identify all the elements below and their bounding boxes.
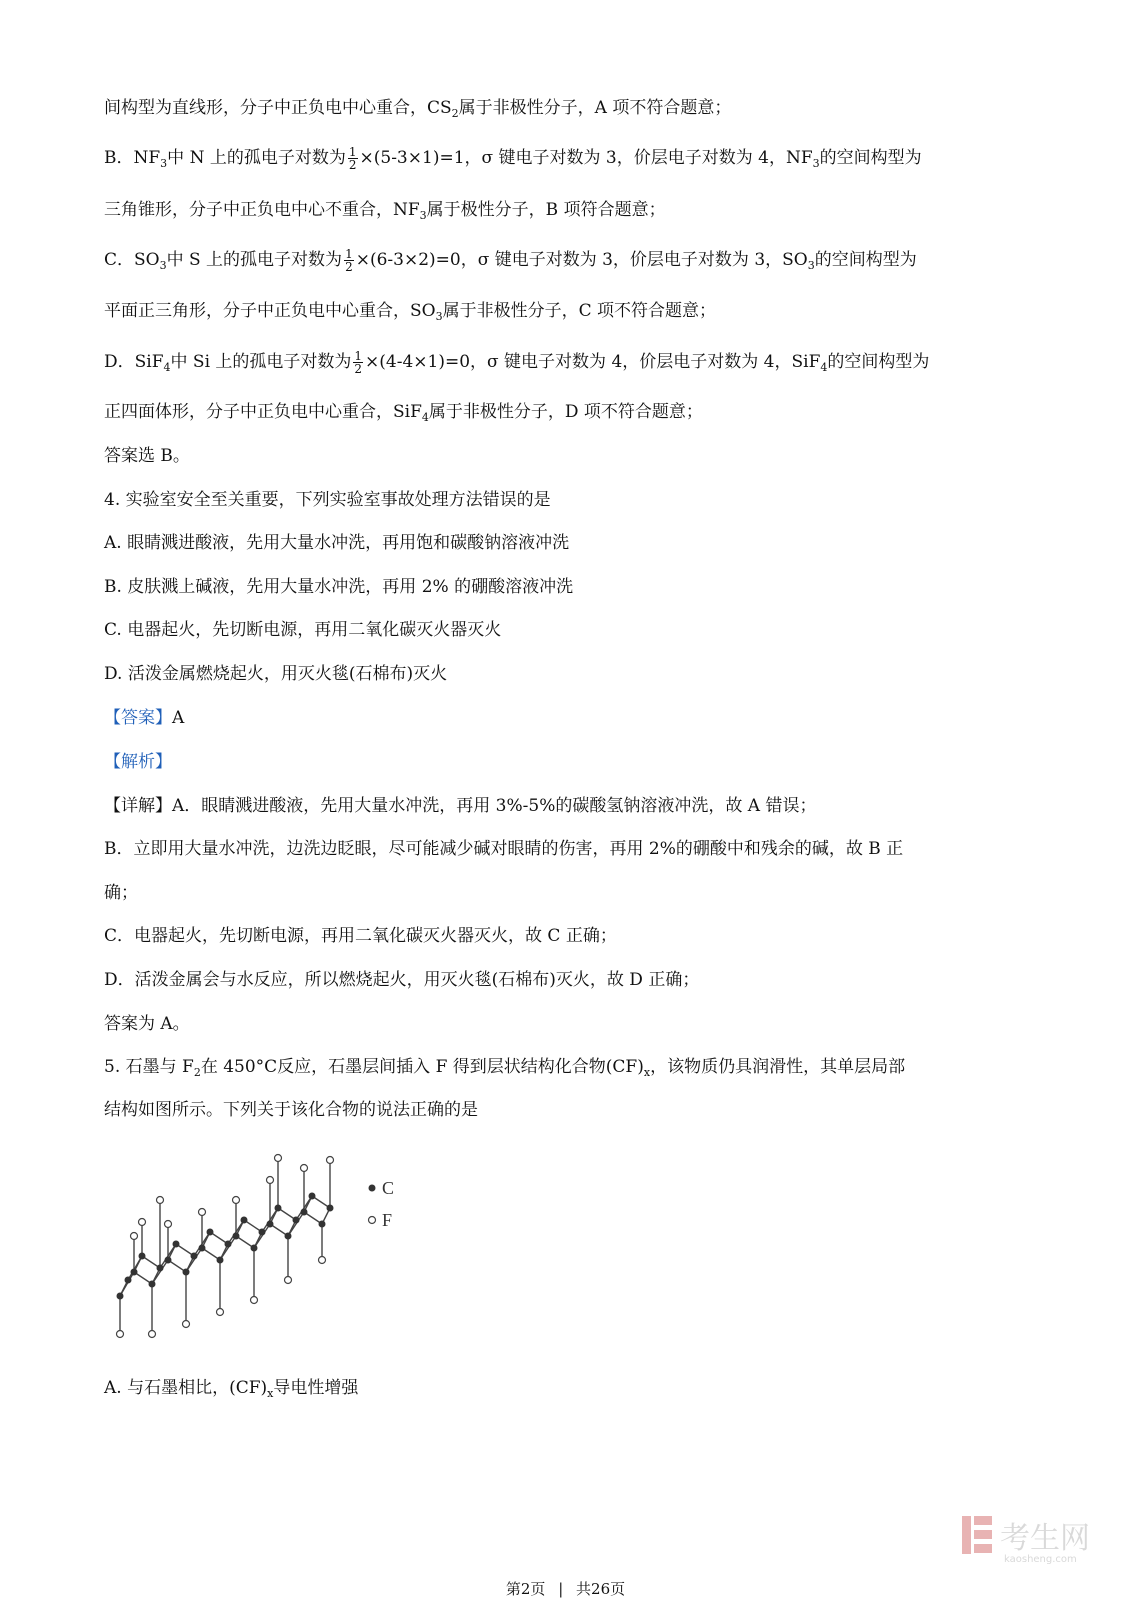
q4-option-b: B. 皮肤溅上碱液，先用大量水冲洗，再用 2% 的硼酸溶液冲洗 [104,577,574,597]
q4-detail-c: C．电器起火，先切断电源，再用二氧化碳灭火器灭火，故 C 正确； [104,926,617,946]
legend-fluorine-marker [369,1217,376,1224]
q4-detail-a: 【详解】A．眼睛溅进酸液，先用大量水冲洗，再用 3%-5%的碳酸氢钠溶液冲洗，故 A 错误； [104,796,817,816]
q3-option-d: D．SiF$_4$中 Si 上的孤电子对数为 $\frac{1}{2}$ ×(4-4×1)=0，σ 键电子对数为 4，价层电子对数为 4，SiF$_4$的空间构型为 [104,349,930,376]
fraction: $\frac{1}{2}$ [345,247,353,274]
watermark-url: kaosheng.com [1004,1554,1077,1565]
q5-stem-line2: 结构如图所示。下列关于该化合物的说法正确的是 [104,1100,478,1120]
q3-option-d-line2: 正四面体形，分子中正负电中心重合，SiF$_4$属于非极性分子，D 项不符合题意； [104,402,703,424]
q4-option-d: D. 活泼金属燃烧起火，用灭火毯(石棉布)灭火 [104,664,448,684]
watermark-text: 考生网 [1000,1521,1090,1556]
cf-structure-diagram [104,1140,424,1360]
page-footer [0,1578,1131,1599]
q4-analysis-label: 【解析】 [104,752,172,772]
q3-option-b: B．$NF_3$中 N 上的孤电子对数为 $\frac{1}{2}$ ×(5-3×1)=1，σ 键电子对数为 3，价层电子对数为 4，$NF_3$的空间构型为 [104,145,922,172]
page-number: 第2页 [505,1580,546,1598]
q4-detail-d: D．活泼金属会与水反应，所以燃烧起火，用灭火毯(石棉布)灭火，故 D 正确； [104,970,700,990]
q4-option-c: C. 电器起火，先切断电源，再用二氧化碳灭火器灭火 [104,620,502,640]
q3-option-b-line2: 三角锥形，分子中正负电中心不重合，$NF_3$属于极性分子，B 项符合题意； [104,200,666,222]
q5-option-a: A. 与石墨相比，$(CF)_x$导电性增强 [104,1378,359,1400]
legend-carbon-label: C [382,1178,395,1198]
q4-stem: 4. 实验室安全至关重要，下列实验室事故处理方法错误的是 [104,490,551,510]
kaosheng-logo [960,1510,1110,1565]
q4-answer: 【答案】A [104,708,185,728]
q3-option-c: C．$SO_3$中 S 上的孤电子对数为 $\frac{1}{2}$ ×(6-3×2)=0，σ 键电子对数为 3，价层电子对数为 3，$SO_3$的空间构型为 [104,247,917,274]
q4-answer-final: 答案为 A。 [104,1014,190,1034]
legend-fluorine-label: F [382,1210,393,1230]
fraction: $\frac{1}{2}$ [348,145,357,172]
q4-detail-b: B．立即用大量水冲洗，边洗边眨眼，尽可能减少碱对眼睛的伤害，再用 2%的硼酸中和残余的碱，故 B 正 [104,839,904,859]
q4-option-a: A. 眼睛溅进酸液，先用大量水冲洗，再用饱和碳酸钠溶液冲洗 [104,533,570,553]
legend-carbon-marker [369,1185,376,1192]
q3-answer: 答案选 B。 [104,446,190,466]
q3-option-c-line2: 平面正三角形，分子中正负电中心重合，$SO_3$属于非极性分子，C 项不符合题意； [104,301,717,323]
fraction: $\frac{1}{2}$ [354,349,363,376]
q3-line1: 间构型为直线形，分子中正负电中心重合，$CS_2$属于非极性分子，A 项不符合题意； [104,98,732,120]
footer-separator: | [558,1580,564,1598]
page-total: 共26页 [576,1580,626,1598]
q5-stem: 5. 石墨与 $F_2$在 450°C反应，石墨层间插入 F 得到层状结构化合物$(CF)_x$，该物质仍具润滑性，其单层局部 [104,1057,906,1079]
q4-detail-b-cont: 确； [104,883,138,903]
